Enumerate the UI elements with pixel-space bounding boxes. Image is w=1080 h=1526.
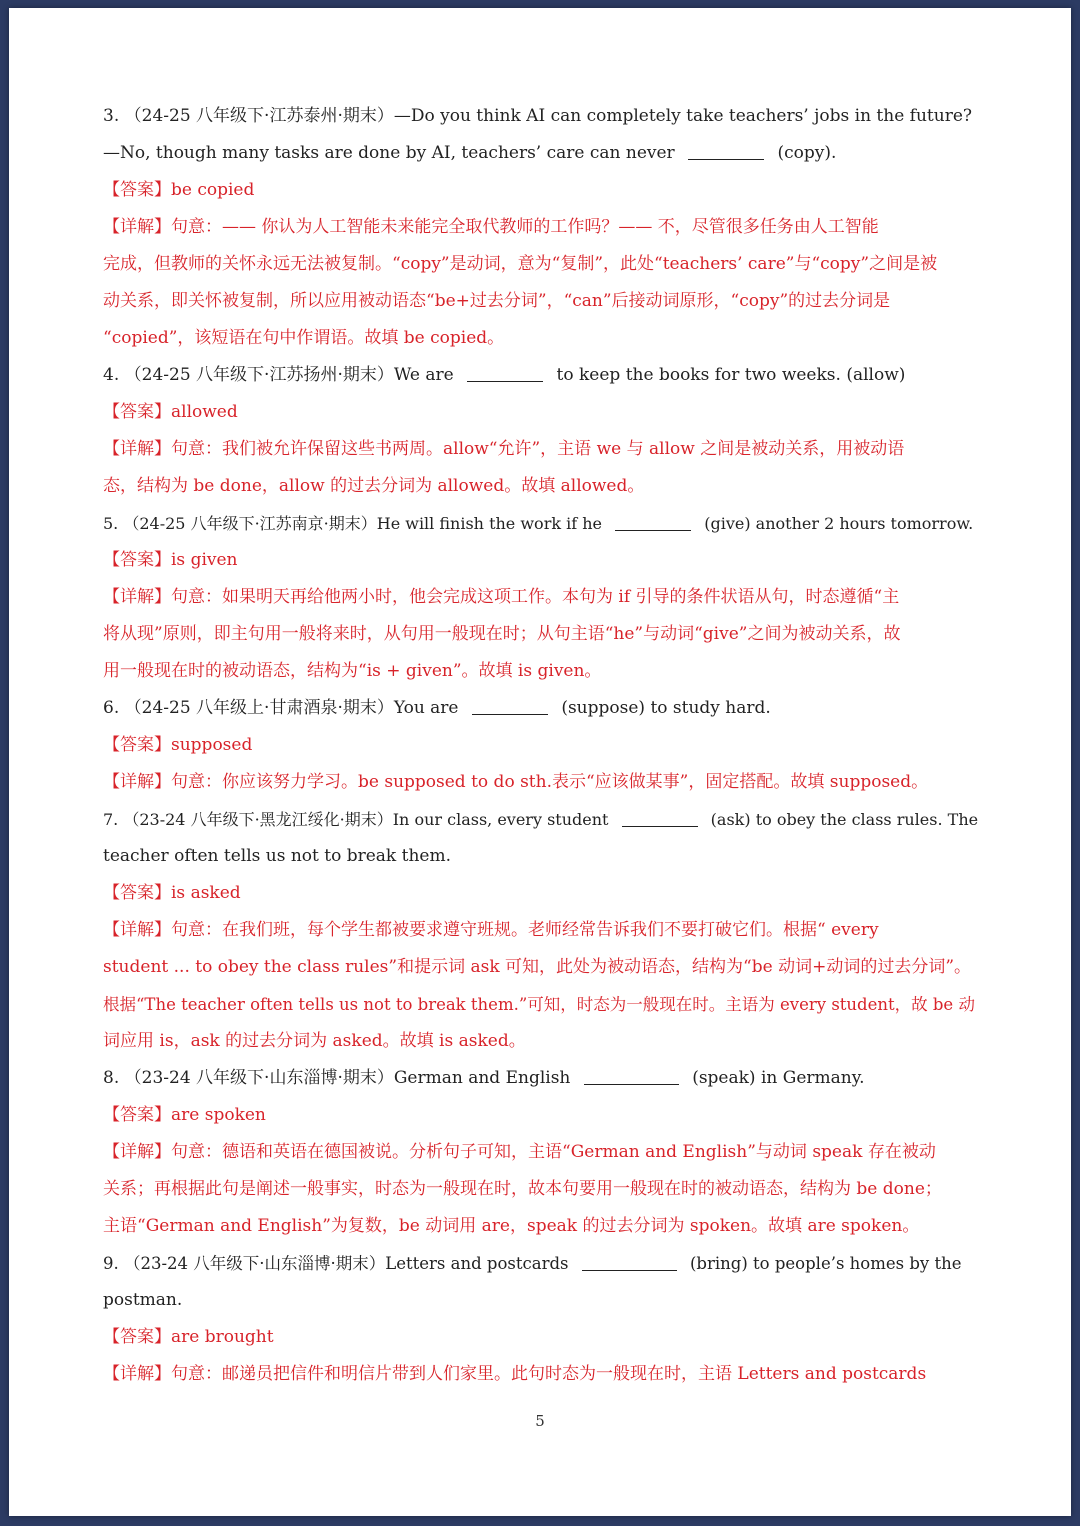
question-8-explain-line: 关系；再根据此句是阐述一般事实，时态为一般现在时，故本句要用一般现在时的被动语态，结构为 be done；: [103, 1179, 942, 1199]
exercise-content: [103, 98, 983, 1393]
question-9-line-1: [103, 1245, 983, 1282]
question-4-explain-line: 态，结构为 be done，allow 的过去分词为 allowed。故填 allowed。: [103, 476, 645, 496]
question-8-explain-line: [103, 1134, 983, 1171]
question-7-explain-line: 根据“The teacher often tells us not to break them.”可知，时态为一般现在时。主语为 every student，故 be 动: [103, 995, 975, 1014]
question-8-line-1: [103, 1060, 983, 1097]
question-7-text-before-blank: 7. （23-24 八年级下·黑龙江绥化·期末）In our class, every student: [103, 810, 609, 829]
question-3-line-2: [103, 135, 983, 172]
explain-tag: 【详解】: [103, 439, 171, 459]
question-8-blank: [584, 1068, 679, 1085]
question-6-answer: [103, 727, 983, 764]
explain-tag: 【详解】: [103, 920, 171, 940]
question-9-line-2: postman.: [103, 1290, 183, 1310]
answer-tag: 【答案】: [103, 735, 171, 755]
answer-text: allowed: [171, 402, 238, 422]
question-6-text-after-blank: (suppose) to study hard.: [561, 698, 771, 718]
question-3-answer: [103, 172, 983, 209]
question-6-text-before-blank: 6. （24-25 八年级上·甘肃酒泉·期末）You are: [103, 698, 459, 718]
question-7-line-2: teacher often tells us not to break them.: [103, 846, 451, 866]
question-7-explain-line: student ... to obey the class rules”和提示词 ask 可知，此处为被动语态，结构为“be 动词+动词的过去分词”。: [103, 957, 972, 977]
question-3-explain-line: “copied”，该短语在句中作谓语。故填 be copied。: [103, 328, 505, 348]
question-3-text-after-blank: (copy).: [777, 143, 837, 163]
answer-tag: 【答案】: [103, 180, 171, 200]
question-5-text-after-blank: (give) another 2 hours tomorrow.: [704, 514, 974, 533]
document-page: [9, 8, 1071, 1516]
question-4-text-before-blank: 4. （24-25 八年级下·江苏扬州·期末）We are: [103, 365, 454, 385]
question-7-explain-line: 词应用 is，ask 的过去分词为 asked。故填 is asked。: [103, 1031, 526, 1051]
question-9-blank: [582, 1254, 677, 1271]
answer-text: is given: [171, 550, 238, 570]
answer-text: are spoken: [171, 1105, 266, 1125]
question-6-line-1: [103, 690, 983, 727]
question-5-line-1: [103, 505, 983, 542]
answer-text: is asked: [171, 883, 241, 903]
question-5-explain-line: 用一般现在时的被动语态，结构为“is + given”。故填 is given。: [103, 661, 602, 681]
question-4-text-after-blank: to keep the books for two weeks. (allow): [556, 365, 906, 385]
question-7-answer: [103, 875, 983, 912]
explain-text: 句意：邮递员把信件和明信片带到人们家里。此句时态为一般现在时，主语 Letters and postcards: [171, 1364, 927, 1384]
question-7-explain-line: [103, 912, 983, 949]
question-3-explain-line: 动关系，即关怀被复制，所以应用被动语态“be+过去分词”，“can”后接动词原形，“copy”的过去分词是: [103, 291, 891, 311]
question-5-explain-line: 将从现”原则，即主句用一般将来时，从句用一般现在时；从句主语“he”与动词“give”之间为被动关系，故: [103, 624, 901, 644]
question-7-blank: [622, 810, 698, 827]
explain-text: 句意：你应该努力学习。be supposed to do sth.表示“应该做某事”，固定搭配。故填 supposed。: [171, 772, 929, 792]
question-8-text-before-blank: 8. （23-24 八年级下·山东淄博·期末）German and English: [103, 1068, 571, 1088]
question-9-explain-line: [103, 1356, 983, 1393]
question-7-text-after-blank: (ask) to obey the class rules. The: [710, 810, 979, 829]
explain-text: 句意：—— 你认为人工智能未来能完全取代教师的工作吗？—— 不，尽管很多任务由人工智能: [171, 217, 879, 237]
question-4-blank: [467, 365, 543, 382]
question-5-answer: [103, 542, 983, 579]
question-6-blank: [472, 698, 548, 715]
explain-tag: 【详解】: [103, 772, 171, 792]
question-3-blank: [688, 143, 764, 160]
answer-text: are brought: [171, 1327, 274, 1347]
question-5-blank: [615, 514, 691, 531]
question-3-text-before-blank: —No, though many tasks are done by AI, teachers’ care can never: [103, 143, 675, 163]
explain-text: 句意：如果明天再给他两小时，他会完成这项工作。本句为 if 引导的条件状语从句，时态遵循“主: [171, 587, 900, 607]
answer-tag: 【答案】: [103, 1327, 171, 1347]
explain-tag: 【详解】: [103, 1142, 171, 1162]
question-8-explain-line: 主语“German and English”为复数，be 动词用 are，speak 的过去分词为 spoken。故填 are spoken。: [103, 1216, 920, 1236]
explain-tag: 【详解】: [103, 587, 171, 607]
explain-text: 句意：我们被允许保留这些书两周。allow“允许”，主语 we 与 allow 之间是被动关系，用被动语: [171, 439, 905, 459]
question-3-explain-line: [103, 209, 983, 246]
answer-tag: 【答案】: [103, 550, 171, 570]
question-5-explain-line: [103, 579, 983, 616]
answer-tag: 【答案】: [103, 402, 171, 422]
question-4-explain-line: [103, 431, 983, 468]
question-9-text-after-blank: (bring) to people’s homes by the: [690, 1254, 962, 1273]
question-4-answer: [103, 394, 983, 431]
explain-tag: 【详解】: [103, 217, 171, 237]
question-7-line-1: [103, 801, 983, 838]
question-5-text-before-blank: 5. （24-25 八年级下·江苏南京·期末）He will finish the work if he: [103, 514, 603, 533]
answer-text: be copied: [171, 180, 255, 200]
answer-text: supposed: [171, 735, 253, 755]
question-3-line-1: [103, 98, 983, 135]
page-number: 5: [535, 1412, 545, 1430]
question-3-explain-line: 完成，但教师的关怀永远无法被复制。“copy”是动词，意为“复制”，此处“teachers’ care”与“copy”之间是被: [103, 254, 938, 274]
answer-tag: 【答案】: [103, 883, 171, 903]
explain-text: 句意：在我们班，每个学生都被要求遵守班规。老师经常告诉我们不要打破它们。根据“ every: [171, 920, 879, 940]
question-9-text-before-blank: 9. （23-24 八年级下·山东淄博·期末）Letters and postcards: [103, 1254, 569, 1273]
question-8-answer: [103, 1097, 983, 1134]
explain-text: 句意：德语和英语在德国被说。分析句子可知，主语“German and English”与动词 speak 存在被动: [171, 1142, 936, 1162]
question-6-explain-line: [103, 764, 983, 801]
question-4-line-1: [103, 357, 983, 394]
question-8-text-after-blank: (speak) in Germany.: [692, 1068, 865, 1088]
explain-tag: 【详解】: [103, 1364, 171, 1384]
answer-tag: 【答案】: [103, 1105, 171, 1125]
question-9-answer: [103, 1319, 983, 1356]
question-3-text: 3. （24-25 八年级下·江苏泰州·期末）—Do you think AI can completely take teachers’ jobs in the future?: [103, 106, 972, 126]
